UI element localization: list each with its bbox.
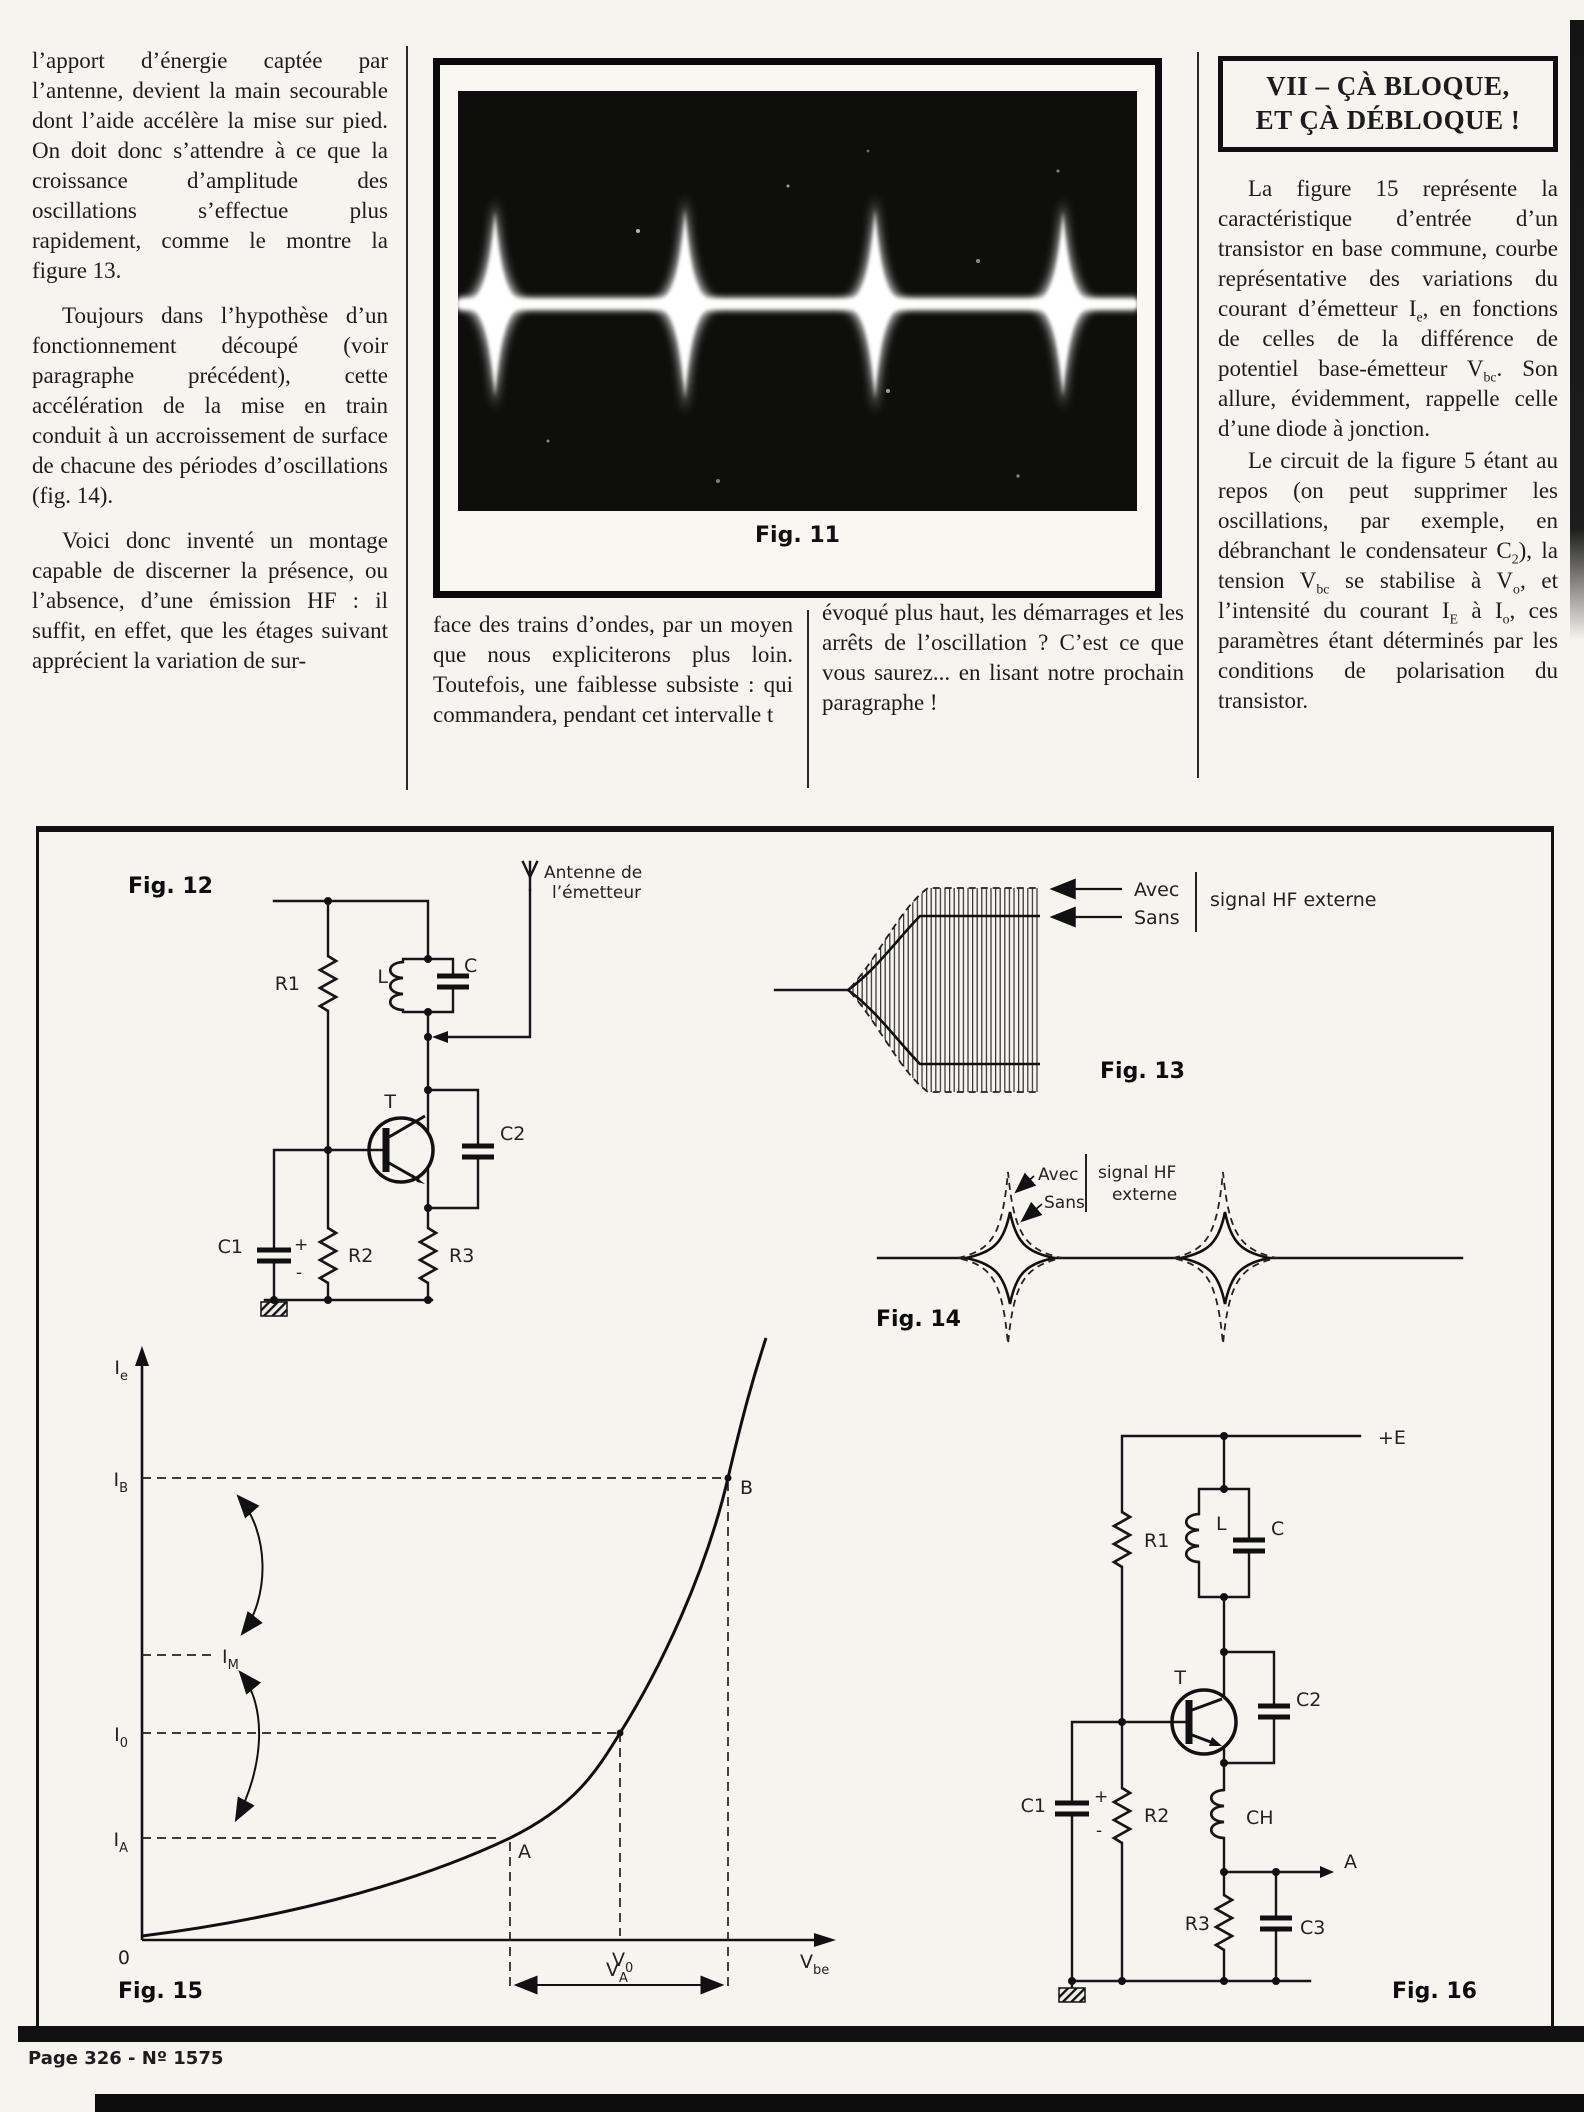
column-divider [406, 46, 408, 790]
i0-label: $I_0$ [114, 1724, 128, 1751]
fig12-label-c2: C2 [500, 1123, 526, 1145]
point-b-label: B [740, 1477, 754, 1499]
fig13-caption: Fig. 13 [1100, 1059, 1185, 1084]
fig11-photo-frame [433, 58, 1162, 598]
page-footer: Page 326 - Nº 1575 [28, 2048, 224, 2069]
y-axis-label: $I_e$ [114, 1357, 128, 1384]
middle-column-1 [433, 610, 793, 745]
im-label: $I_M$ [222, 1646, 239, 1673]
fig12-label-r1: R1 [274, 973, 300, 995]
column-divider [807, 610, 809, 788]
fig16-label-a: A [1344, 1851, 1357, 1873]
fig14-label-sans: Sans [1044, 1193, 1085, 1213]
fig12-antenna-label-2: l’émetteur [552, 883, 642, 903]
fig11-caption: Fig. 11 [755, 523, 840, 548]
fig16-c1-minus: - [1096, 1821, 1103, 1841]
page-edge-bar [95, 2094, 1584, 2112]
fig16-c1-plus: + [1094, 1787, 1109, 1807]
fig12-label-l: L [377, 966, 388, 988]
paragraph: Toujours dans l’hypothèse d’un fonctionnement découpé (voir paragraphe précédent), cette accélération de la mise en train conduit à un accroissement de surface de chacune des périodes d’oscillations (fig. 14). [32, 303, 388, 508]
right-column [1218, 56, 1558, 718]
fig13-label-signal: signal HF externe [1210, 889, 1377, 911]
fig14-label-avec: Avec [1038, 1165, 1079, 1185]
paragraph: Voici donc inventé un montage capable de discerner la présence, ou l’absence, d’une émission HF : il suffit, en effet, que les étages suivant apprécient la variation de sur- [32, 528, 388, 673]
fig12-label-c: C [464, 955, 478, 977]
fig16-label-l: L [1216, 1513, 1227, 1535]
heading-line-1: VII – ÇÀ BLOQUE, [1266, 71, 1510, 101]
fig16-label-c: C [1271, 1518, 1285, 1540]
fig16-caption: Fig. 16 [1392, 1979, 1477, 2004]
left-column [32, 46, 388, 691]
scan-edge-shadow [1570, 20, 1584, 640]
fig14-caption: Fig. 14 [876, 1307, 961, 1332]
paragraph: l’apport d’énergie captée par l’antenne, devient la main secourable dont l’aide accélère la mise sur pied. On doit donc s’attendre à ce que la croissance d’amplitude des oscillations s’effectue plus rapidement, comme le montre la figure 13. [32, 48, 388, 283]
fig12-c1-plus: + [294, 1235, 309, 1255]
fig16-label-plus-e: +E [1378, 1427, 1406, 1449]
fig16-label-c3: C3 [1300, 1917, 1326, 1939]
paragraph: face des trains d’ondes, par un moyen que nous expliciterons plus loin. Toutefois, une faiblesse subsiste : qui commandera, pendant cet intervalle t [433, 612, 793, 727]
fig12-caption: Fig. 12 [128, 874, 213, 899]
fig12-antenna-label-1: Antenne de [544, 863, 643, 883]
fig16-label-r3: R3 [1184, 1913, 1210, 1935]
oscilloscope-trace-image [458, 91, 1137, 511]
fig12-label-c1: C1 [217, 1236, 243, 1258]
fig16-label-c1: C1 [1020, 1795, 1046, 1817]
paragraph: Le circuit de la figure 5 étant au repos (on peut supprimer les oscillations, par exemple, en débranchant le condensateur $C_2$), la tension $V_{bc}$ se stabilise à $V_o$, et l’intensité du courant $I_E$ à $I_o$, ces paramètres étant déterminés par les conditions de polarisation du transistor. [1218, 448, 1559, 713]
fig16-label-ch: CH [1246, 1807, 1274, 1829]
fig16-label-c2: C2 [1296, 1689, 1322, 1711]
va-label: $V_A$ [606, 1959, 628, 1986]
fig12-label-t: T [384, 1091, 396, 1113]
fig12-label-r3: R3 [449, 1245, 475, 1267]
fig16-label-r2: R2 [1144, 1805, 1170, 1827]
column-divider [1197, 52, 1199, 778]
v0-label: $V_0$ [612, 1949, 634, 1976]
vbe-label: $V_{be}$ [800, 1951, 830, 1978]
ia-label: $I_A$ [113, 1829, 128, 1856]
fig12-label-r2: R2 [348, 1245, 374, 1267]
paragraph: évoqué plus haut, les démarrages et les arrêts de l’oscillation ? C’est ce que vous saurez... en lisant notre prochain paragraphe ! [822, 600, 1184, 715]
fig14-label-signal-1: signal HF [1098, 1163, 1177, 1183]
heading-line-2: ET ÇÀ DÉBLOQUE ! [1255, 105, 1521, 135]
paragraph: La figure 15 représente la caractéristique d’entrée d’un transistor en base commune, courbe représentative des variations du courant d’émetteur $I_e$, en fonctions de celles de la différence de potentiel base-émetteur $V_{bc}$. Son allure, évidemment, rappelle celle d’une diode à jonction. [1218, 176, 1558, 441]
fig16-label-r1: R1 [1144, 1530, 1170, 1552]
ib-label: $I_B$ [113, 1469, 128, 1496]
middle-column-2 [822, 598, 1184, 733]
section-heading [1218, 56, 1558, 152]
fig15-caption: Fig. 15 [118, 1979, 203, 2004]
fig12-c1-minus: - [296, 1263, 303, 1283]
point-a-label: A [518, 1841, 531, 1863]
bottom-rule [18, 2026, 1584, 2042]
origin-label: 0 [117, 1947, 130, 1969]
fig13-label-avec: Avec [1134, 879, 1180, 901]
fig13-label-sans: Sans [1134, 907, 1180, 929]
fig11-photo [458, 91, 1137, 511]
fig14-label-signal-2: externe [1112, 1185, 1178, 1205]
figures-box [36, 826, 1554, 2026]
fig16-label-t: T [1174, 1667, 1186, 1689]
